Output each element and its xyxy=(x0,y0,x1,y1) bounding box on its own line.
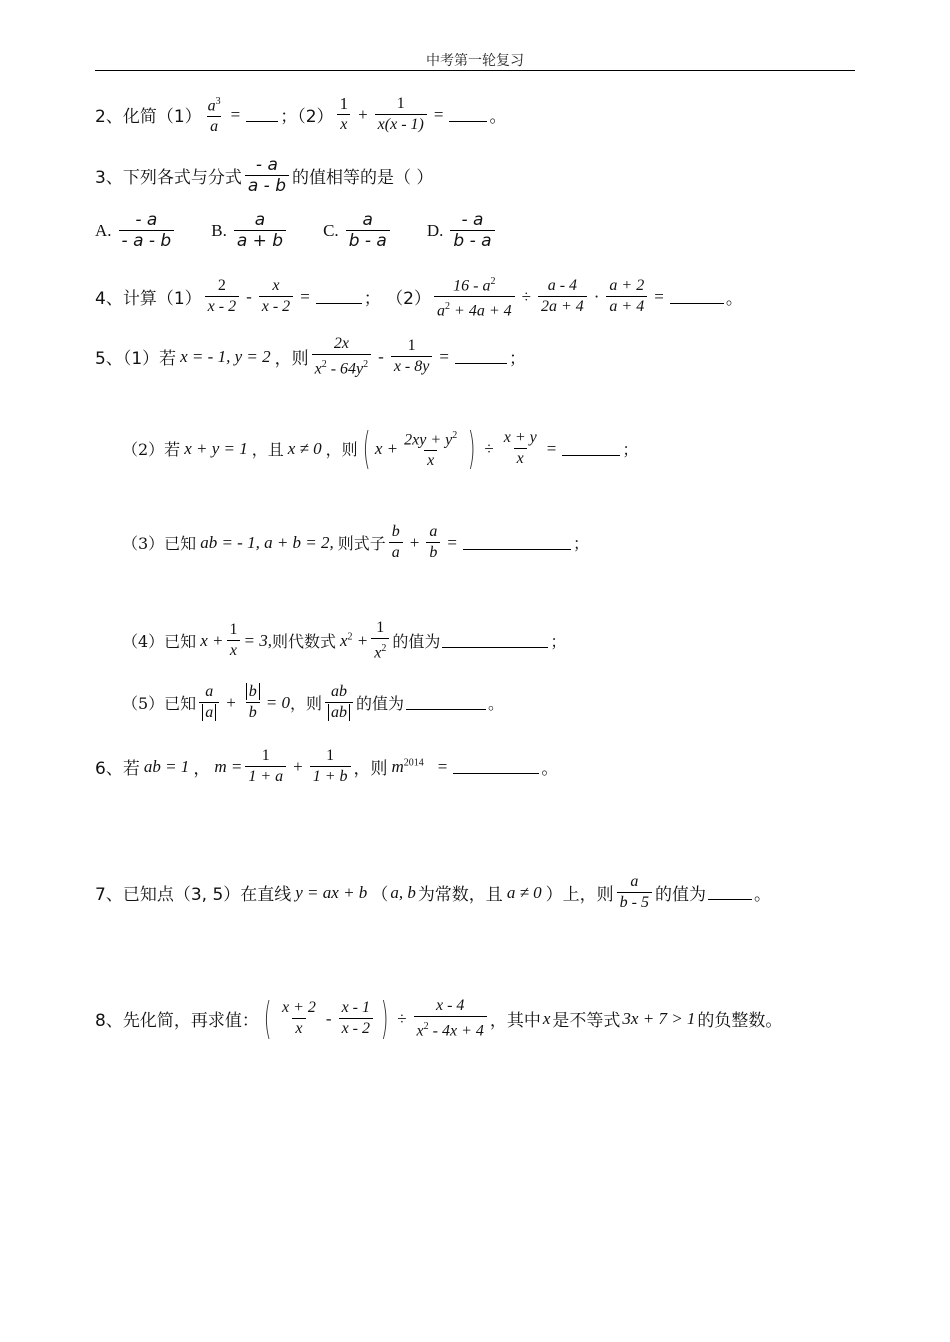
page-header: 中考第一轮复习 xyxy=(426,53,524,69)
q4-frac-4: $\frac{a - 4}{2a + 4}$ xyxy=(538,276,587,317)
question-7: 7、已知点（3, 5）在直线 y = ax + b （ a, b 为常数，且 a ≠ 0 ）上，则 $\frac{a}{b - 5}$ 的值为 。 xyxy=(95,873,771,911)
q8-frac-3: $\frac{x - 4}{x^2 - 4x + 4}$ xyxy=(414,996,487,1041)
header-rule xyxy=(95,70,855,71)
q4-frac-5: $\frac{a + 2}{a + 4}$ xyxy=(606,276,647,317)
q3-option-b[interactable]: B. $\frac{a}{a + b}$ xyxy=(211,210,289,251)
q4-frac-3: $\frac{16 - a^2}{a^2 + 4a + 4}$ xyxy=(434,272,515,322)
q3-option-a[interactable]: A. $\frac{- a}{- a - b}$ xyxy=(95,210,177,251)
q5-3-blank[interactable] xyxy=(463,535,571,550)
q3-option-c[interactable]: C. $\frac{a}{b - a}$ xyxy=(323,210,393,251)
q4-label: 4、计算（1） xyxy=(95,289,202,310)
question-8: 8、先化简，再求值： ( $\frac{x + 2}{x}$ - $\frac{x - 1}{x - 2}$ ) ÷ $\frac{x - 4}{x^2 - 4x + 4}$ ，其中 x 是不等式 3x + 7 > 1 的负整数。 xyxy=(95,992,783,1044)
q5-5-frac-2: $\frac{b}{b}$ xyxy=(243,682,263,723)
q4-frac-1: $\frac{2}{x - 2}$ xyxy=(205,276,239,317)
q5-1-frac-2: $\frac{1}{x - 8y}$ xyxy=(391,336,433,377)
q4-blank-1[interactable] xyxy=(316,289,362,304)
q8-frac-2: $\frac{x - 1}{x - 2}$ xyxy=(339,998,373,1039)
q3-text-b: 的值相等的是（ ） xyxy=(291,168,434,188)
q5-1-label: 5、（1）若 xyxy=(95,349,177,370)
q6-blank[interactable] xyxy=(453,759,539,774)
q3-text-a: 3、下列各式与分式 xyxy=(95,168,242,188)
q6-frac-1: $\frac{1}{1 + a}$ xyxy=(245,746,286,787)
question-2: 2、化简（1） $\frac{a^3}{a}$ = ；（2） $\frac{1}{x}$ + $\frac{1}{x(x - 1)}$ = 。 xyxy=(95,92,506,137)
q3-option-d[interactable]: D. $\frac{- a}{b - a}$ xyxy=(427,210,498,251)
q4-end: 。 xyxy=(725,289,743,310)
q3-frac: $\frac{- a}{a - b}$ xyxy=(245,155,289,196)
q5-5-blank[interactable] xyxy=(406,695,486,710)
q3-options xyxy=(95,210,532,251)
q5-4-frac-1: $\frac{1}{x}$ xyxy=(226,620,240,661)
q5-3-frac-2: $\frac{a}{b}$ xyxy=(426,522,440,563)
question-5-2: （2）若 x + y = 1 ，且 x ≠ 0 ，则 ( x + $\frac{2xy + y^2}{x}$ ) ÷ $\frac{x + y}{x}$ = ； xyxy=(122,422,639,474)
q7-blank[interactable] xyxy=(708,885,752,900)
q8-frac-1: $\frac{x + 2}{x}$ xyxy=(282,999,316,1038)
question-5-5: （5）已知 $\frac{a}{a}$ + $\frac{b}{b}$ = 0 ，则 $\frac{ab}{ab}$ 的值为 。 xyxy=(122,683,505,721)
q5-5-frac-3: $\frac{ab}{ab}$ xyxy=(325,682,353,723)
q5-3-frac-1: $\frac{b}{a}$ xyxy=(389,522,403,563)
q2-blank-2[interactable] xyxy=(449,107,487,122)
q6-frac-2: $\frac{1}{1 + b}$ xyxy=(310,746,351,787)
q5-1-frac-1: $\frac{2x}{x^2 - 64y^2}$ xyxy=(312,334,372,379)
q5-5-frac-1: $\frac{a}{a}$ xyxy=(199,682,219,723)
q2-frac-2: $\frac{1}{x}$ xyxy=(337,94,352,135)
q5-2-blank[interactable] xyxy=(562,441,620,456)
q2-sep: ；（2） xyxy=(280,107,334,128)
q5-2-frac-1: $\frac{2xy + y^2}{x}$ xyxy=(404,430,458,470)
q2-label: 2、化简（1） xyxy=(95,107,202,128)
q4-sep: ； （2） xyxy=(363,289,432,310)
question-4: 4、计算（1） $\frac{2}{x - 2}$ - $\frac{x}{x - 2}$ = ； （2） $\frac{16 - a^2}{a^2 + 4a + 4}$ ÷ $\frac{a - 4}{2a + 4}$ · $\frac{a + 2}{a + 4}$ = 。 xyxy=(95,272,743,322)
q5-4-blank[interactable] xyxy=(442,633,548,648)
q7-frac: $\frac{a}{b - 5}$ xyxy=(617,872,652,913)
q5-4-frac-2: $\frac{1}{x^2}$ xyxy=(371,618,389,663)
q2-frac-1: $\frac{a^3}{a}$ xyxy=(207,96,221,136)
q4-blank-2[interactable] xyxy=(670,289,724,304)
q2-blank-1[interactable] xyxy=(246,107,278,122)
q2-end: 。 xyxy=(489,107,507,128)
q4-frac-2: $\frac{x}{x - 2}$ xyxy=(259,276,293,317)
question-6: 6、若 ab = 1 ， m = $\frac{1}{1 + a}$ + $\frac{1}{1 + b}$ ，则 $m^{2014}$ = 。 xyxy=(95,747,559,785)
question-5-4: （4）已知 x + $\frac{1}{x}$ = 3, 则代数式 $x^2$ + $\frac{1}{x^2}$ 的值为 ； xyxy=(122,619,567,662)
question-5-3: （3）已知 ab = - 1, a + b = 2, 则式子 $\frac{b}{a}$ + $\frac{a}{b}$ = ； xyxy=(122,523,589,561)
q2-frac-3: $\frac{1}{x(x - 1)}$ xyxy=(375,94,427,135)
question-5-1: 5、（1）若 x = - 1, y = 2 ，则 $\frac{2x}{x^2 - 64y^2}$ - $\frac{1}{x - 8y}$ = ； xyxy=(95,335,526,378)
q5-1-blank[interactable] xyxy=(455,349,507,364)
q5-2-frac-2: $\frac{x + y}{x}$ xyxy=(503,429,537,468)
question-3 xyxy=(95,155,433,196)
